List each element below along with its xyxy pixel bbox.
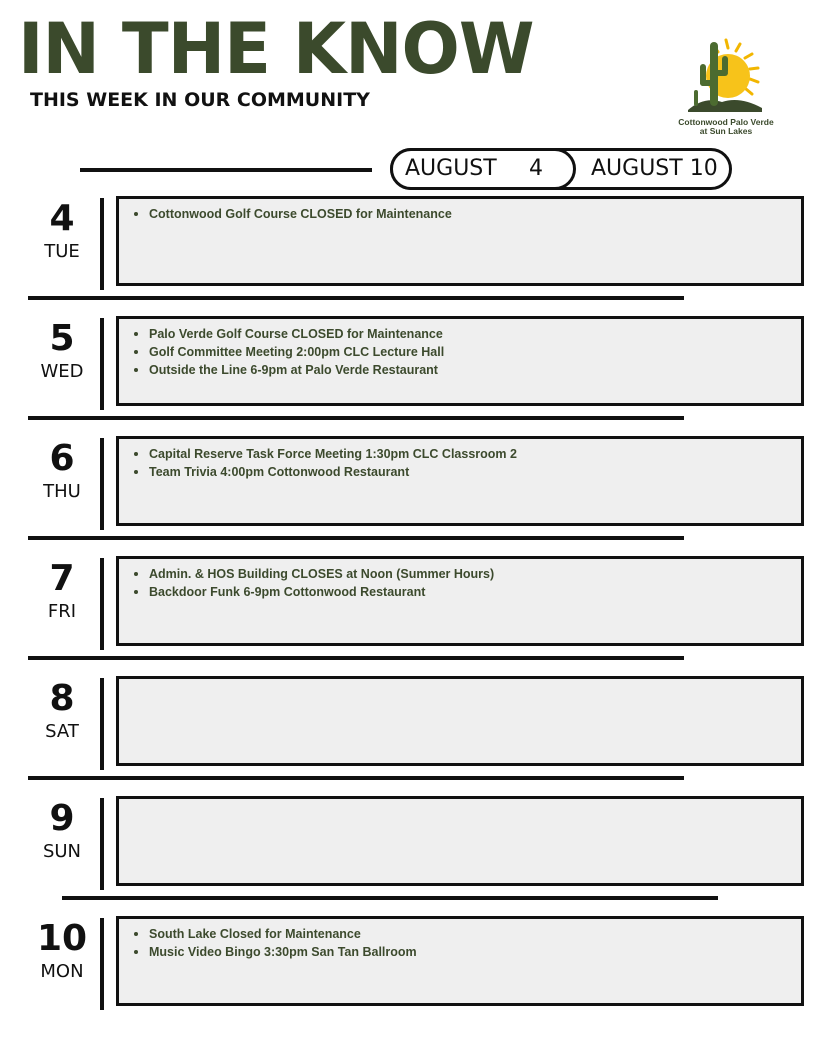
day-events-box: [116, 436, 804, 526]
day-block: [0, 196, 816, 296]
day-block: [0, 916, 816, 1016]
event-item: Golf Committee Meeting 2:00pm CLC Lecture Hall: [131, 343, 793, 361]
cactus-sun-icon: [682, 36, 772, 116]
event-item: Palo Verde Golf Course CLOSED for Maintenance: [131, 325, 793, 343]
event-item: Music Video Bingo 3:30pm San Tan Ballroom: [131, 943, 793, 961]
date-range-pill: [390, 148, 732, 190]
day-name: TUE: [44, 241, 80, 262]
page-subtitle: THIS WEEK IN OUR COMMUNITY: [30, 89, 370, 111]
day-events-box: [116, 556, 804, 646]
date-range-end: AUGUST 10: [591, 156, 718, 181]
event-list: [131, 925, 793, 961]
event-item: Cottonwood Golf Course CLOSED for Maintenance: [131, 205, 793, 223]
event-item: Outside the Line 6-9pm at Palo Verde Restaurant: [131, 361, 793, 379]
day-name: SUN: [42, 841, 82, 862]
day-events-box: [116, 196, 804, 286]
day-name: WED: [40, 361, 84, 382]
day-number: 4: [49, 198, 75, 239]
day-separator-bar: [100, 318, 104, 410]
day-name: SAT: [45, 721, 79, 742]
event-list: [131, 565, 793, 601]
event-item: Team Trivia 4:00pm Cottonwood Restaurant: [131, 463, 793, 481]
day-events-box: [116, 316, 804, 406]
community-logo: [668, 36, 784, 140]
day-events-box: [116, 916, 804, 1006]
page-title: IN THE KNOW: [18, 8, 534, 90]
day-number: 9: [49, 798, 75, 839]
day-divider: [62, 896, 718, 900]
day-separator-bar: [100, 798, 104, 890]
day-divider: [28, 536, 684, 540]
day-events-box: [116, 676, 804, 766]
event-list: [131, 445, 793, 481]
day-number: 7: [49, 558, 75, 599]
day-block: [0, 796, 816, 896]
day-name: THU: [43, 481, 81, 502]
event-item: South Lake Closed for Maintenance: [131, 925, 793, 943]
start-month: AUGUST: [405, 156, 497, 181]
day-separator-bar: [100, 558, 104, 650]
day-number: 10: [36, 918, 88, 959]
day-number: 6: [49, 438, 75, 479]
day-block: [0, 316, 816, 416]
day-name: FRI: [47, 601, 77, 622]
start-day: 4: [529, 156, 543, 181]
day-separator-bar: [100, 438, 104, 530]
logo-caption: [668, 118, 784, 136]
event-item: Capital Reserve Task Force Meeting 1:30pm CLC Classroom 2: [131, 445, 793, 463]
event-item: Admin. & HOS Building CLOSES at Noon (Summer Hours): [131, 565, 793, 583]
day-separator-bar: [100, 198, 104, 290]
day-divider: [28, 296, 684, 300]
day-name: MON: [40, 961, 84, 982]
date-range-start: [390, 148, 576, 190]
day-block: [0, 436, 816, 536]
event-list: [131, 325, 793, 379]
day-block: [0, 676, 816, 776]
day-divider: [28, 416, 684, 420]
day-events-box: [116, 796, 804, 886]
day-separator-bar: [100, 918, 104, 1010]
event-item: Backdoor Funk 6-9pm Cottonwood Restaurant: [131, 583, 793, 601]
date-rule: [80, 168, 372, 172]
day-separator-bar: [100, 678, 104, 770]
day-block: [0, 556, 816, 656]
event-list: [131, 205, 793, 223]
day-divider: [28, 776, 684, 780]
logo-caption-line2: at Sun Lakes: [699, 126, 753, 136]
day-divider: [28, 656, 684, 660]
day-number: 5: [49, 318, 75, 359]
day-number: 8: [49, 678, 75, 719]
logo-caption-line1: Cottonwood Palo Verde: [678, 117, 774, 127]
